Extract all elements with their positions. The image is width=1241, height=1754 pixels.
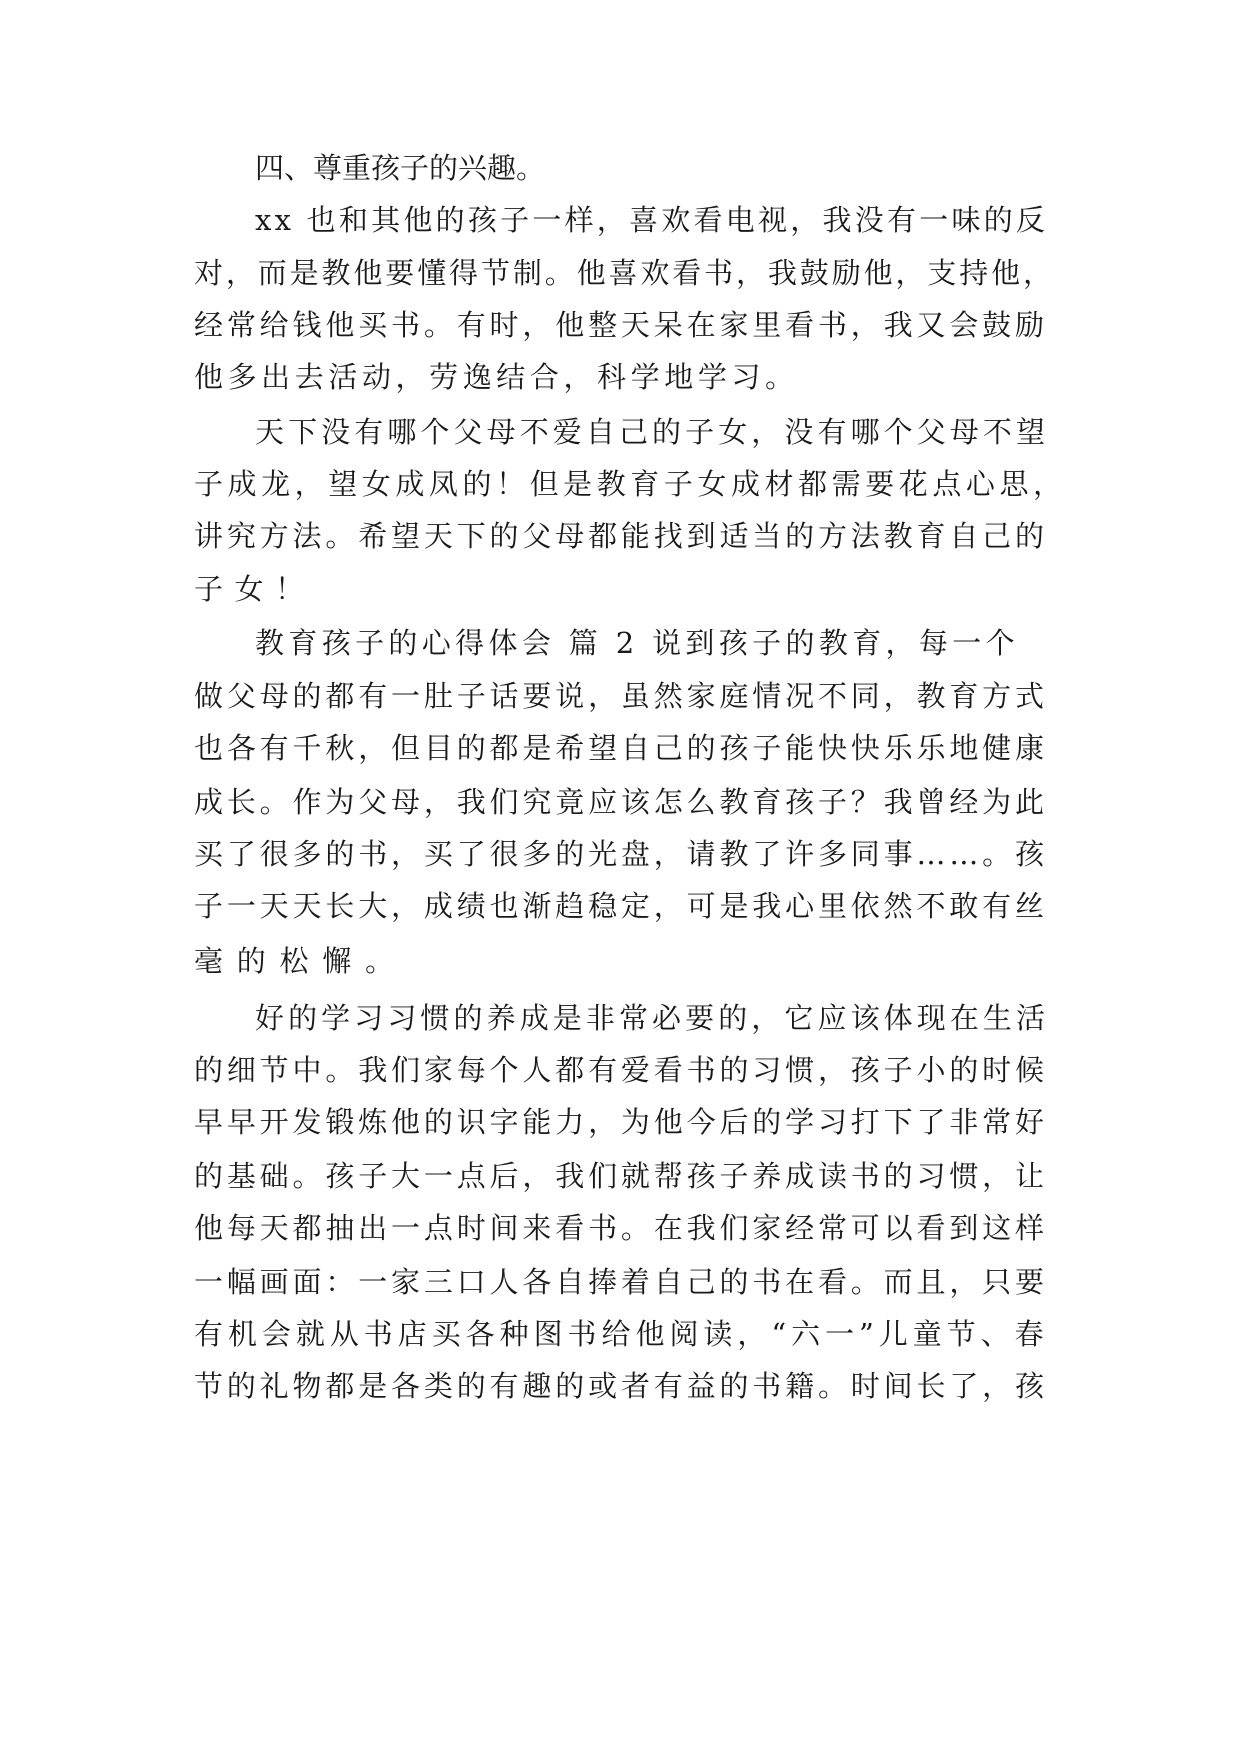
text-line: 好的学习习惯的养成是非常必要的，它应该体现在生活 (255, 1001, 1050, 1035)
text-line: 节的礼物都是各类的有趣的或者有益的书籍。时间长了，孩 (194, 1369, 1048, 1403)
text-line: 也各有千秋，但目的都是希望自己的孩子能快快乐乐地健康 (194, 731, 1048, 765)
text-line: 他多出去活动，劳逸结合，科学地学习。 (194, 360, 799, 394)
text-line: 毫的松懈。 (194, 944, 408, 978)
text-line: 子女！ (194, 572, 316, 606)
text-line: 买了很多的书，买了很多的光盘，请教了许多同事……。孩 (194, 837, 1048, 871)
text-line: 教育孩子的心得体会 篇 2 说到孩子的教育，每一个 (255, 626, 1019, 660)
text-line: xx 也和其他的孩子一样，喜欢看电视，我没有一味的反 (255, 203, 1049, 237)
text-line: 成长。作为父母，我们究竟应该怎么教育孩子？我曾经为此 (194, 785, 1048, 819)
text-line: 一幅画面：一家三口人各自捧着自己的书在看。而且，只要 (194, 1265, 1048, 1299)
text-line: 经常给钱他买书。有时，他整天呆在家里看书，我又会鼓励 (194, 308, 1048, 342)
text-line: 他每天都抽出一点时间来看书。在我们家经常可以看到这样 (194, 1211, 1048, 1245)
text-line: 对，而是教他要懂得节制。他喜欢看书，我鼓励他，支持他， (194, 256, 1055, 290)
text-line: 的细节中。我们家每个人都有爱看书的习惯，孩子小的时候 (194, 1053, 1048, 1087)
text-line: 四、尊重孩子的兴趣。 (255, 151, 546, 185)
text-line: 子一天天长大，成绩也渐趋稳定，可是我心里依然不敢有丝 (194, 889, 1048, 923)
text-line: 天下没有哪个父母不爱自己的子女，没有哪个父母不望 (255, 415, 1050, 449)
text-line: 讲究方法。希望天下的父母都能找到适当的方法教育自己的 (194, 519, 1048, 553)
text-line: 有机会就从书店买各种图书给他阅读，“六一”儿童节、春 (194, 1317, 1049, 1351)
text-line: 子成龙，望女成凤的！但是教育子女成材都需要花点心思， (194, 467, 1067, 501)
text-line: 的基础。孩子大一点后，我们就帮孩子养成读书的习惯，让 (194, 1159, 1048, 1193)
text-line: 早早开发锻炼他的识字能力，为他今后的学习打下了非常好 (194, 1105, 1048, 1139)
text-line: 做父母的都有一肚子话要说，虽然家庭情况不同，教育方式 (194, 679, 1048, 713)
